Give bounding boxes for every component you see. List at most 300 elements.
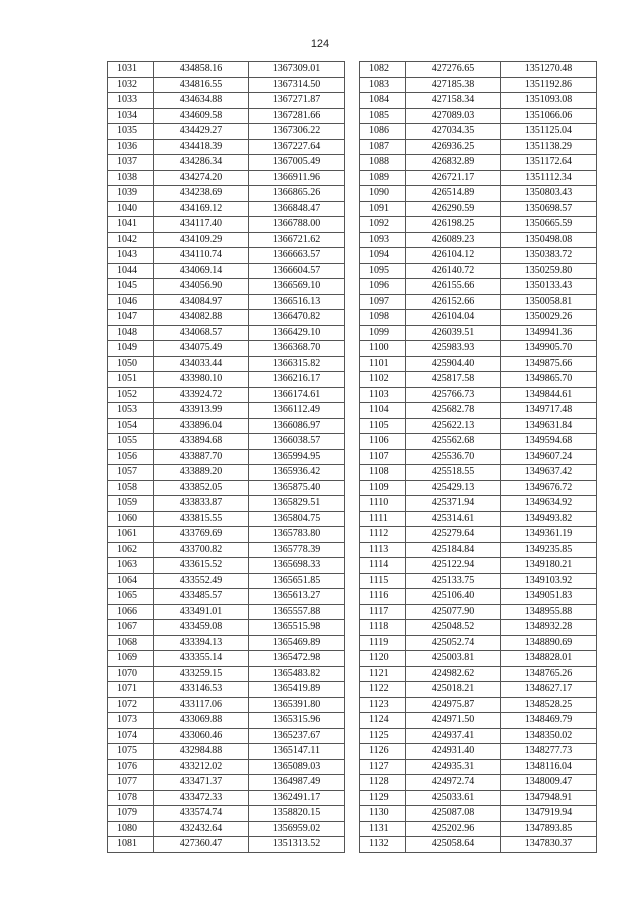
coordinate-table-left (107, 61, 345, 853)
point-number-cell: 1040 (108, 201, 154, 217)
table-row (360, 418, 597, 434)
y-coordinate-cell: 1348955.88 (501, 604, 597, 620)
point-number-cell: 1102 (360, 372, 406, 388)
y-coordinate-cell: 1365391.80 (249, 697, 345, 713)
x-coordinate-cell: 426832.89 (406, 155, 501, 171)
x-coordinate-cell: 425184.84 (406, 542, 501, 558)
point-number-cell: 1034 (108, 108, 154, 124)
y-coordinate-cell: 1351066.06 (501, 108, 597, 124)
x-coordinate-cell: 433552.49 (154, 573, 249, 589)
table-row (360, 294, 597, 310)
x-coordinate-cell: 427185.38 (406, 77, 501, 93)
x-coordinate-cell: 425202.96 (406, 821, 501, 837)
y-coordinate-cell: 1365089.03 (249, 759, 345, 775)
table-row (108, 77, 345, 93)
table-row (108, 573, 345, 589)
x-coordinate-cell: 426140.72 (406, 263, 501, 279)
x-coordinate-cell: 433485.57 (154, 589, 249, 605)
table-row (360, 713, 597, 729)
table-row (360, 465, 597, 481)
y-coordinate-cell: 1348528.25 (501, 697, 597, 713)
point-number-cell: 1105 (360, 418, 406, 434)
point-number-cell: 1031 (108, 62, 154, 78)
y-coordinate-cell: 1349941.36 (501, 325, 597, 341)
y-coordinate-cell: 1366368.70 (249, 341, 345, 357)
point-number-cell: 1033 (108, 93, 154, 109)
x-coordinate-cell: 425766.73 (406, 387, 501, 403)
x-coordinate-cell: 425087.08 (406, 806, 501, 822)
x-coordinate-cell: 433889.20 (154, 465, 249, 481)
y-coordinate-cell: 1351172.64 (501, 155, 597, 171)
y-coordinate-cell: 1365315.96 (249, 713, 345, 729)
table-row (360, 325, 597, 341)
point-number-cell: 1057 (108, 465, 154, 481)
y-coordinate-cell: 1365804.75 (249, 511, 345, 527)
x-coordinate-cell: 434816.55 (154, 77, 249, 93)
point-number-cell: 1130 (360, 806, 406, 822)
y-coordinate-cell: 1366569.10 (249, 279, 345, 295)
y-coordinate-cell: 1349676.72 (501, 480, 597, 496)
x-coordinate-cell: 425077.90 (406, 604, 501, 620)
x-coordinate-cell: 425622.13 (406, 418, 501, 434)
point-number-cell: 1092 (360, 217, 406, 233)
y-coordinate-cell: 1365829.51 (249, 496, 345, 512)
point-number-cell: 1104 (360, 403, 406, 419)
point-number-cell: 1041 (108, 217, 154, 233)
y-coordinate-cell: 1348116.04 (501, 759, 597, 775)
table-row (108, 790, 345, 806)
y-coordinate-cell: 1348890.69 (501, 635, 597, 651)
y-coordinate-cell: 1350029.26 (501, 310, 597, 326)
table-row (360, 666, 597, 682)
point-number-cell: 1097 (360, 294, 406, 310)
table-row (108, 294, 345, 310)
table-row (360, 139, 597, 155)
y-coordinate-cell: 1365783.80 (249, 527, 345, 543)
point-number-cell: 1073 (108, 713, 154, 729)
point-number-cell: 1084 (360, 93, 406, 109)
table-row (360, 744, 597, 760)
table-row (360, 542, 597, 558)
y-coordinate-cell: 1365469.89 (249, 635, 345, 651)
x-coordinate-cell: 433060.46 (154, 728, 249, 744)
x-coordinate-cell: 434286.34 (154, 155, 249, 171)
table-row (108, 527, 345, 543)
point-number-cell: 1115 (360, 573, 406, 589)
x-coordinate-cell: 433259.15 (154, 666, 249, 682)
table-row (108, 217, 345, 233)
x-coordinate-cell: 425058.64 (406, 837, 501, 853)
table-row (360, 341, 597, 357)
table-row (108, 604, 345, 620)
x-coordinate-cell: 433980.10 (154, 372, 249, 388)
y-coordinate-cell: 1366216.17 (249, 372, 345, 388)
x-coordinate-cell: 433894.68 (154, 434, 249, 450)
point-number-cell: 1039 (108, 186, 154, 202)
x-coordinate-cell: 434082.88 (154, 310, 249, 326)
point-number-cell: 1116 (360, 589, 406, 605)
table-row (108, 232, 345, 248)
y-coordinate-cell: 1348350.02 (501, 728, 597, 744)
y-coordinate-cell: 1350133.43 (501, 279, 597, 295)
x-coordinate-cell: 433117.06 (154, 697, 249, 713)
table-row (360, 279, 597, 295)
x-coordinate-cell: 434418.39 (154, 139, 249, 155)
table-row (360, 837, 597, 853)
x-coordinate-cell: 426152.66 (406, 294, 501, 310)
table-row (108, 263, 345, 279)
x-coordinate-cell: 427034.35 (406, 124, 501, 140)
table-row (360, 93, 597, 109)
y-coordinate-cell: 1350259.80 (501, 263, 597, 279)
point-number-cell: 1043 (108, 248, 154, 264)
point-number-cell: 1101 (360, 356, 406, 372)
table-row (360, 604, 597, 620)
y-coordinate-cell: 1358820.15 (249, 806, 345, 822)
y-coordinate-cell: 1365994.95 (249, 449, 345, 465)
point-number-cell: 1081 (108, 837, 154, 853)
point-number-cell: 1128 (360, 775, 406, 791)
y-coordinate-cell: 1351112.34 (501, 170, 597, 186)
point-number-cell: 1088 (360, 155, 406, 171)
table-row (108, 310, 345, 326)
y-coordinate-cell: 1348009.47 (501, 775, 597, 791)
point-number-cell: 1070 (108, 666, 154, 682)
point-number-cell: 1132 (360, 837, 406, 853)
x-coordinate-cell: 434110.74 (154, 248, 249, 264)
table-row (108, 449, 345, 465)
table-row (360, 155, 597, 171)
x-coordinate-cell: 433896.04 (154, 418, 249, 434)
point-number-cell: 1078 (108, 790, 154, 806)
y-coordinate-cell: 1349631.84 (501, 418, 597, 434)
y-coordinate-cell: 1351192.86 (501, 77, 597, 93)
point-number-cell: 1074 (108, 728, 154, 744)
y-coordinate-cell: 1348469.79 (501, 713, 597, 729)
y-coordinate-cell: 1349875.66 (501, 356, 597, 372)
y-coordinate-cell: 1362491.17 (249, 790, 345, 806)
point-number-cell: 1064 (108, 573, 154, 589)
y-coordinate-cell: 1349051.83 (501, 589, 597, 605)
y-coordinate-cell: 1351270.48 (501, 62, 597, 78)
point-number-cell: 1065 (108, 589, 154, 605)
point-number-cell: 1080 (108, 821, 154, 837)
point-number-cell: 1125 (360, 728, 406, 744)
x-coordinate-cell: 434075.49 (154, 341, 249, 357)
x-coordinate-cell: 425314.61 (406, 511, 501, 527)
x-coordinate-cell: 427089.03 (406, 108, 501, 124)
y-coordinate-cell: 1365698.33 (249, 558, 345, 574)
x-coordinate-cell: 433913.99 (154, 403, 249, 419)
x-coordinate-cell: 424971.50 (406, 713, 501, 729)
point-number-cell: 1122 (360, 682, 406, 698)
table-row (108, 325, 345, 341)
x-coordinate-cell: 433459.08 (154, 620, 249, 636)
table-row (360, 403, 597, 419)
table-row (108, 511, 345, 527)
y-coordinate-cell: 1348765.26 (501, 666, 597, 682)
x-coordinate-cell: 433491.01 (154, 604, 249, 620)
y-coordinate-cell: 1365651.85 (249, 573, 345, 589)
y-coordinate-cell: 1365472.98 (249, 651, 345, 667)
table-row (108, 465, 345, 481)
table-row (108, 201, 345, 217)
y-coordinate-cell: 1366086.97 (249, 418, 345, 434)
y-coordinate-cell: 1349180.21 (501, 558, 597, 574)
x-coordinate-cell: 434238.69 (154, 186, 249, 202)
y-coordinate-cell: 1348627.17 (501, 682, 597, 698)
x-coordinate-cell: 427360.47 (154, 837, 249, 853)
point-number-cell: 1063 (108, 558, 154, 574)
y-coordinate-cell: 1349361.19 (501, 527, 597, 543)
table-row (360, 496, 597, 512)
table-row (360, 248, 597, 264)
y-coordinate-cell: 1348828.01 (501, 651, 597, 667)
y-coordinate-cell: 1351125.04 (501, 124, 597, 140)
y-coordinate-cell: 1366429.10 (249, 325, 345, 341)
point-number-cell: 1112 (360, 527, 406, 543)
y-coordinate-cell: 1350698.57 (501, 201, 597, 217)
y-coordinate-cell: 1347893.85 (501, 821, 597, 837)
table-row (108, 837, 345, 853)
x-coordinate-cell: 426089.23 (406, 232, 501, 248)
point-number-cell: 1061 (108, 527, 154, 543)
point-number-cell: 1037 (108, 155, 154, 171)
table-row (360, 620, 597, 636)
x-coordinate-cell: 425371.94 (406, 496, 501, 512)
x-coordinate-cell: 426514.89 (406, 186, 501, 202)
x-coordinate-cell: 424972.74 (406, 775, 501, 791)
x-coordinate-cell: 426155.66 (406, 279, 501, 295)
point-number-cell: 1054 (108, 418, 154, 434)
table-row (108, 403, 345, 419)
y-coordinate-cell: 1349637.42 (501, 465, 597, 481)
x-coordinate-cell: 424937.41 (406, 728, 501, 744)
y-coordinate-cell: 1367309.01 (249, 62, 345, 78)
x-coordinate-cell: 433615.52 (154, 558, 249, 574)
y-coordinate-cell: 1367281.66 (249, 108, 345, 124)
point-number-cell: 1127 (360, 759, 406, 775)
point-number-cell: 1120 (360, 651, 406, 667)
point-number-cell: 1067 (108, 620, 154, 636)
x-coordinate-cell: 433212.02 (154, 759, 249, 775)
table-row (108, 341, 345, 357)
x-coordinate-cell: 425048.52 (406, 620, 501, 636)
point-number-cell: 1050 (108, 356, 154, 372)
table-row (108, 155, 345, 171)
y-coordinate-cell: 1349717.48 (501, 403, 597, 419)
point-number-cell: 1090 (360, 186, 406, 202)
y-coordinate-cell: 1365936.42 (249, 465, 345, 481)
point-number-cell: 1071 (108, 682, 154, 698)
x-coordinate-cell: 427276.65 (406, 62, 501, 78)
table-row (360, 387, 597, 403)
table-row (360, 77, 597, 93)
point-number-cell: 1085 (360, 108, 406, 124)
table-row (108, 356, 345, 372)
table-row (108, 124, 345, 140)
table-row (108, 434, 345, 450)
y-coordinate-cell: 1350383.72 (501, 248, 597, 264)
x-coordinate-cell: 426104.04 (406, 310, 501, 326)
table-row (360, 589, 597, 605)
y-coordinate-cell: 1349493.82 (501, 511, 597, 527)
table-row (108, 558, 345, 574)
y-coordinate-cell: 1349865.70 (501, 372, 597, 388)
y-coordinate-cell: 1367227.64 (249, 139, 345, 155)
point-number-cell: 1098 (360, 310, 406, 326)
table-row (108, 620, 345, 636)
point-number-cell: 1048 (108, 325, 154, 341)
y-coordinate-cell: 1347830.37 (501, 837, 597, 853)
table-row (360, 728, 597, 744)
table-row (360, 821, 597, 837)
point-number-cell: 1108 (360, 465, 406, 481)
point-number-cell: 1079 (108, 806, 154, 822)
table-row (108, 744, 345, 760)
point-number-cell: 1096 (360, 279, 406, 295)
point-number-cell: 1124 (360, 713, 406, 729)
y-coordinate-cell: 1347948.91 (501, 790, 597, 806)
x-coordinate-cell: 426290.59 (406, 201, 501, 217)
y-coordinate-cell: 1349844.61 (501, 387, 597, 403)
point-number-cell: 1099 (360, 325, 406, 341)
page-number: 124 (310, 38, 330, 50)
y-coordinate-cell: 1366174.61 (249, 387, 345, 403)
point-number-cell: 1075 (108, 744, 154, 760)
x-coordinate-cell: 426721.17 (406, 170, 501, 186)
point-number-cell: 1118 (360, 620, 406, 636)
point-number-cell: 1119 (360, 635, 406, 651)
x-coordinate-cell: 425279.64 (406, 527, 501, 543)
table-row (360, 217, 597, 233)
x-coordinate-cell: 425033.61 (406, 790, 501, 806)
x-coordinate-cell: 434069.14 (154, 263, 249, 279)
x-coordinate-cell: 425682.78 (406, 403, 501, 419)
y-coordinate-cell: 1366470.82 (249, 310, 345, 326)
point-number-cell: 1113 (360, 542, 406, 558)
point-number-cell: 1038 (108, 170, 154, 186)
y-coordinate-cell: 1349594.68 (501, 434, 597, 450)
table-row (360, 62, 597, 78)
point-number-cell: 1036 (108, 139, 154, 155)
table-row (360, 310, 597, 326)
x-coordinate-cell: 433700.82 (154, 542, 249, 558)
table-row (360, 697, 597, 713)
y-coordinate-cell: 1350498.08 (501, 232, 597, 248)
y-coordinate-cell: 1366112.49 (249, 403, 345, 419)
point-number-cell: 1117 (360, 604, 406, 620)
y-coordinate-cell: 1365515.98 (249, 620, 345, 636)
point-number-cell: 1129 (360, 790, 406, 806)
table-row (108, 759, 345, 775)
table-row (108, 542, 345, 558)
point-number-cell: 1100 (360, 341, 406, 357)
x-coordinate-cell: 424982.62 (406, 666, 501, 682)
point-number-cell: 1103 (360, 387, 406, 403)
x-coordinate-cell: 433146.53 (154, 682, 249, 698)
point-number-cell: 1114 (360, 558, 406, 574)
table-row (360, 790, 597, 806)
y-coordinate-cell: 1365778.39 (249, 542, 345, 558)
y-coordinate-cell: 1349235.85 (501, 542, 597, 558)
table-row (108, 806, 345, 822)
y-coordinate-cell: 1365419.89 (249, 682, 345, 698)
x-coordinate-cell: 425122.94 (406, 558, 501, 574)
table-row (108, 651, 345, 667)
x-coordinate-cell: 424935.31 (406, 759, 501, 775)
table-row (108, 372, 345, 388)
table-row (108, 387, 345, 403)
y-coordinate-cell: 1364987.49 (249, 775, 345, 791)
y-coordinate-cell: 1365557.88 (249, 604, 345, 620)
coordinate-table-right (359, 61, 597, 853)
point-number-cell: 1123 (360, 697, 406, 713)
x-coordinate-cell: 425429.13 (406, 480, 501, 496)
table-row (360, 527, 597, 543)
x-coordinate-cell: 425133.75 (406, 573, 501, 589)
y-coordinate-cell: 1347919.94 (501, 806, 597, 822)
x-coordinate-cell: 434109.29 (154, 232, 249, 248)
x-coordinate-cell: 432984.88 (154, 744, 249, 760)
y-coordinate-cell: 1365875.40 (249, 480, 345, 496)
point-number-cell: 1131 (360, 821, 406, 837)
point-number-cell: 1068 (108, 635, 154, 651)
x-coordinate-cell: 426039.51 (406, 325, 501, 341)
point-number-cell: 1056 (108, 449, 154, 465)
table-row (108, 589, 345, 605)
table-row (108, 139, 345, 155)
x-coordinate-cell: 425562.68 (406, 434, 501, 450)
table-row (108, 496, 345, 512)
x-coordinate-cell: 433394.13 (154, 635, 249, 651)
x-coordinate-cell: 434609.58 (154, 108, 249, 124)
point-number-cell: 1089 (360, 170, 406, 186)
x-coordinate-cell: 425003.81 (406, 651, 501, 667)
y-coordinate-cell: 1350665.59 (501, 217, 597, 233)
table-row (108, 62, 345, 78)
x-coordinate-cell: 425018.21 (406, 682, 501, 698)
y-coordinate-cell: 1349607.24 (501, 449, 597, 465)
table-row (360, 124, 597, 140)
point-number-cell: 1049 (108, 341, 154, 357)
table-row (360, 635, 597, 651)
x-coordinate-cell: 434858.16 (154, 62, 249, 78)
y-coordinate-cell: 1366848.47 (249, 201, 345, 217)
y-coordinate-cell: 1366315.82 (249, 356, 345, 372)
y-coordinate-cell: 1366663.57 (249, 248, 345, 264)
x-coordinate-cell: 425536.70 (406, 449, 501, 465)
point-number-cell: 1121 (360, 666, 406, 682)
point-number-cell: 1032 (108, 77, 154, 93)
y-coordinate-cell: 1366516.13 (249, 294, 345, 310)
table-row (360, 511, 597, 527)
x-coordinate-cell: 425106.40 (406, 589, 501, 605)
x-coordinate-cell: 434429.27 (154, 124, 249, 140)
y-coordinate-cell: 1367306.22 (249, 124, 345, 140)
x-coordinate-cell: 433833.87 (154, 496, 249, 512)
x-coordinate-cell: 433069.88 (154, 713, 249, 729)
x-coordinate-cell: 434634.88 (154, 93, 249, 109)
x-coordinate-cell: 433887.70 (154, 449, 249, 465)
table-row (360, 186, 597, 202)
y-coordinate-cell: 1366721.62 (249, 232, 345, 248)
table-row (360, 775, 597, 791)
x-coordinate-cell: 424975.87 (406, 697, 501, 713)
table-row (360, 108, 597, 124)
y-coordinate-cell: 1366604.57 (249, 263, 345, 279)
x-coordinate-cell: 425052.74 (406, 635, 501, 651)
